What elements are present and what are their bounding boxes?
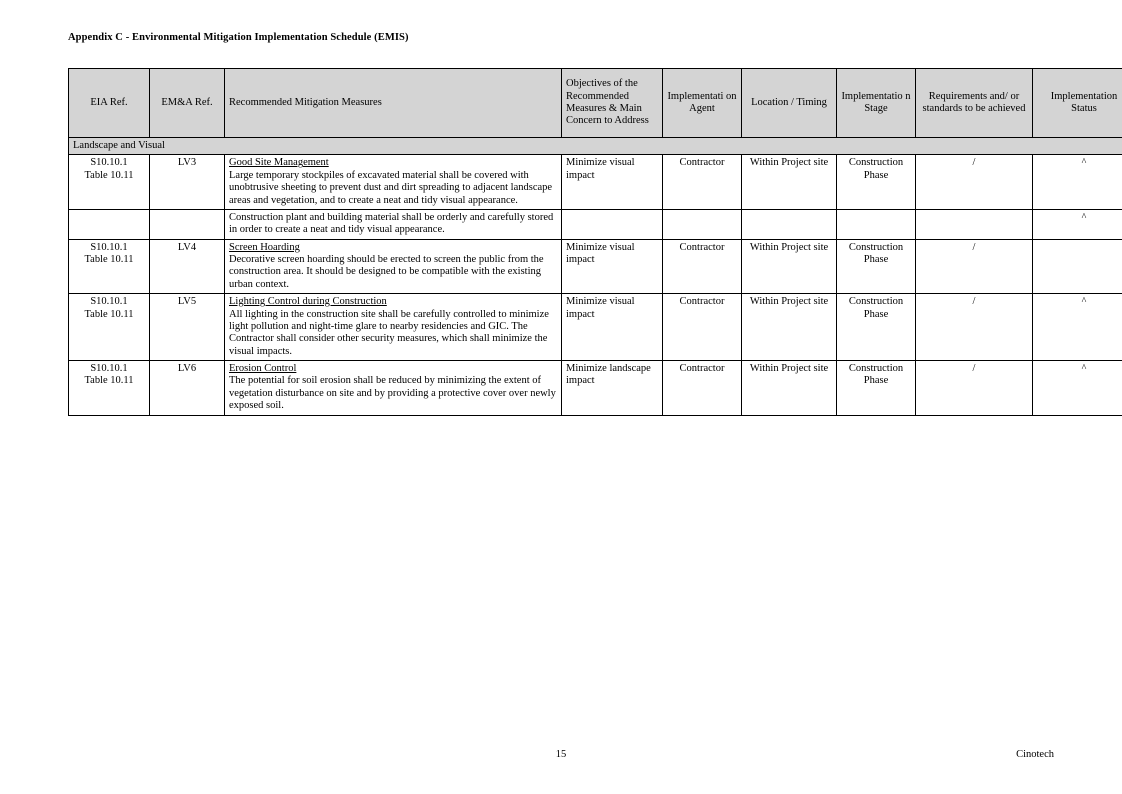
cell-stage: Construction Phase <box>837 361 916 416</box>
eia-ref-line-2: Table 10.11 <box>84 254 134 265</box>
cell-requirements <box>916 209 1033 239</box>
cell-location: Within Project site <box>742 361 837 416</box>
table-row <box>69 294 1122 361</box>
header-row <box>69 69 1122 138</box>
cell-eia-ref <box>69 239 150 294</box>
cell-emea-ref: LV5 <box>150 294 225 361</box>
cell-status <box>1033 239 1122 294</box>
cell-objectives: Minimize visual impact <box>562 239 663 294</box>
cell-measures <box>225 155 562 210</box>
measure-title: Screen Hoarding <box>229 241 300 253</box>
table-row <box>69 209 1122 239</box>
column-header-agent: Implementati on Agent <box>663 69 742 138</box>
eia-ref-line-1: S10.10.1 <box>90 296 128 308</box>
cell-requirements: / <box>916 239 1033 294</box>
cell-eia-ref <box>69 155 150 210</box>
section-heading-row <box>69 138 1122 155</box>
cell-requirements: / <box>916 361 1033 416</box>
measure-text: The potential for soil erosion shall be reduced by minimizing the extent of vegetation disturbance on site and by providing a protective cover over newly exposed soil. <box>229 375 556 412</box>
measure-title: Erosion Control <box>229 363 297 374</box>
cell-location: Within Project site <box>742 294 837 361</box>
cell-eia-ref <box>69 361 150 416</box>
column-header-emea-ref: EM&A Ref. <box>150 69 225 138</box>
cell-measures <box>225 294 562 361</box>
column-header-eia-ref: EIA Ref. <box>69 69 150 138</box>
cell-emea-ref <box>150 209 225 239</box>
cell-stage: Construction Phase <box>837 239 916 294</box>
table-row <box>69 239 1122 294</box>
cell-eia-ref <box>69 209 150 239</box>
measure-text: Large temporary stockpiles of excavated material shall be covered with unobtrusive sheeting to prevent dust and dirt spreading to adjacent landscape areas and vegetation, and to create a neat and tidy visual appearance. <box>229 169 553 206</box>
measure-title: Lighting Control during Construction <box>229 296 387 308</box>
page-header: Appendix C - Environmental Mitigation Implementation Schedule (EMIS) <box>68 32 409 43</box>
cell-stage: Construction Phase <box>837 294 916 361</box>
measure-text: Construction plant and building material shall be orderly and carefully stored in order to create a neat and tidy visual appearance. <box>229 211 554 236</box>
eia-ref-line-2: Table 10.11 <box>84 375 134 387</box>
table-header <box>69 69 1122 138</box>
cell-location <box>742 209 837 239</box>
cell-location: Within Project site <box>742 155 837 210</box>
cell-status: ^ <box>1033 361 1122 416</box>
cell-measures <box>225 239 562 294</box>
cell-emea-ref: LV3 <box>150 155 225 210</box>
cell-measures <box>225 361 562 416</box>
eia-ref-line-2: Table 10.11 <box>84 308 134 320</box>
cell-measures <box>225 209 562 239</box>
cell-location: Within Project site <box>742 239 837 294</box>
emis-table <box>68 68 1122 416</box>
cell-requirements: / <box>916 155 1033 210</box>
measure-text: Decorative screen hoarding should be erected to screen the public from the construction area. It should be designed to be compatible with the existing urban context. <box>229 254 544 290</box>
column-header-requirements: Requirements and/ or standards to be achieved <box>916 69 1033 138</box>
column-header-status: Implementation Status <box>1033 69 1122 138</box>
cell-status: ^ <box>1033 294 1122 361</box>
cell-agent: Contractor <box>663 239 742 294</box>
eia-ref-line-1: S10.10.1 <box>90 241 128 253</box>
cell-agent: Contractor <box>663 361 742 416</box>
cell-stage: Construction Phase <box>837 155 916 210</box>
cell-objectives <box>562 209 663 239</box>
cell-objectives: Minimize visual impact <box>562 155 663 210</box>
cell-emea-ref: LV6 <box>150 361 225 416</box>
cell-objectives: Minimize landscape impact <box>562 361 663 416</box>
cell-emea-ref: LV4 <box>150 239 225 294</box>
cell-status: ^ <box>1033 155 1122 210</box>
cell-requirements: / <box>916 294 1033 361</box>
table-row <box>69 361 1122 416</box>
column-header-stage: Implementatio n Stage <box>837 69 916 138</box>
cell-objectives: Minimize visual impact <box>562 294 663 361</box>
eia-ref-line-1: S10.10.1 <box>90 363 128 374</box>
column-header-location: Location / Timing <box>742 69 837 138</box>
measure-text: All lighting in the construction site shall be carefully controlled to minimize light pollution and night-time glare to nearby residencies and GIC. The Contractor shall consider other security measures, which shall minimize the visual impacts. <box>229 308 549 357</box>
page-number: 15 <box>555 749 567 760</box>
table-body <box>69 138 1122 416</box>
cell-status: ^ <box>1033 209 1122 239</box>
cell-eia-ref <box>69 294 150 361</box>
eia-ref-line-1: S10.10.1 <box>90 157 128 169</box>
cell-agent: Contractor <box>663 294 742 361</box>
cell-agent <box>663 209 742 239</box>
eia-ref-line-2: Table 10.11 <box>84 169 134 181</box>
column-header-measures: Recommended Mitigation Measures <box>225 69 562 138</box>
cell-agent: Contractor <box>663 155 742 210</box>
column-header-objectives: Objectives of the Recommended Measures & Main Concern to Address <box>562 69 663 138</box>
footer-company: Cinotech <box>1016 749 1054 760</box>
section-heading-label: Landscape and Visual <box>69 138 1122 155</box>
measure-title: Good Site Management <box>229 157 329 169</box>
cell-stage <box>837 209 916 239</box>
table-row <box>69 155 1122 210</box>
